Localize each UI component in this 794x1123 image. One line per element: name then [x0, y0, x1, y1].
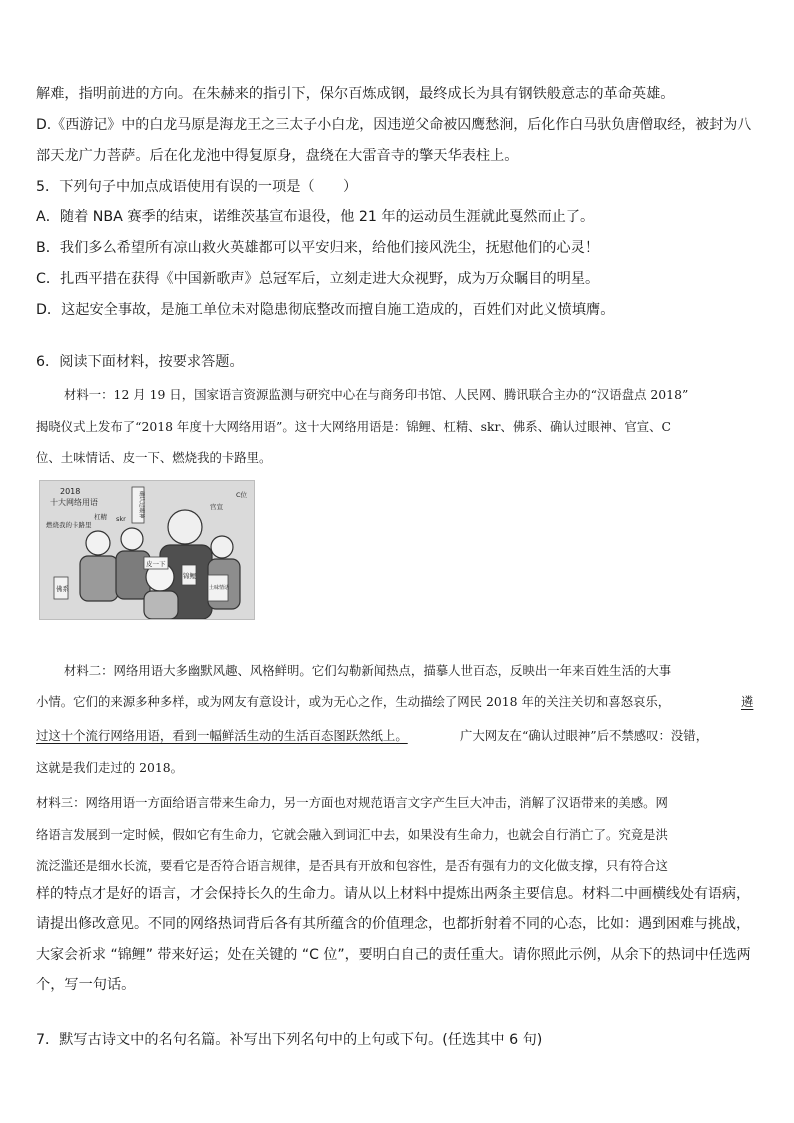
question-6-prompt-line-3: 个，写一句话。: [36, 977, 136, 993]
material-2-line-3-tail: 广大网友在“确认过眼神”后不禁感叹：没错，: [460, 728, 709, 743]
material-3-line-4: 样的特点才是好的语言，才会保持长久的生命力。请从以上材料中提炼出两条主要信息。材料二中画横线处有语病，: [36, 886, 750, 902]
material-2-underlined-sentence: 过这十个流行网络用语，看到一幅鲜活生动的生活百态图跃然纸上。: [36, 728, 408, 743]
illus-word: 杠精: [94, 513, 107, 521]
illus-word: 皮一下: [146, 560, 166, 568]
illus-word: 土味情话: [209, 585, 230, 591]
option-b: B．我们多么希望所有凉山救火英雄都可以平安归来，给他们接风洗尘，抚慰他们的心灵！: [36, 240, 600, 256]
material-2-underlined-start: 遴: [741, 694, 754, 709]
option-d-line-1: D.《西游记》中的白龙马原是海龙王之三太子小白龙，因违逆父命被囚鹰愁涧，后化作白马驮负唐僧取经，被封为八: [36, 117, 752, 133]
illus-word: C位: [236, 491, 248, 499]
question-7-stem: 7．默写古诗文中的名句名篇。补写出下列名句中的上句或下句。(任选其中 6 句): [36, 1032, 543, 1048]
material-2-line-4: 这就是我们走过的 2018。: [36, 760, 183, 775]
question-6-prompt-line-2: 大家会祈求 “锦鲤” 带来好运；处在关键的 “C 位”，要明白自己的责任重大。请你照此示例，从余下的热词中任选两: [36, 947, 751, 963]
material-1-line-1: 材料一：12 月 19 日，国家语言资源监测与研究中心在与商务印书馆、人民网、腾讯联合主办的“汉语盘点 2018”: [64, 387, 689, 402]
material-3-line-3: 流泛滥还是细水长流，要看它是否符合语言规律，是否具有开放和包容性，是否有强有力的文化做支撑，只有符合这: [36, 858, 668, 873]
material-2-line-1: 材料二：网络用语大多幽默风趣、风格鲜明。它们勾勒新闻热点，描摹人世百态，反映出一年来百姓生活的大事: [64, 663, 672, 678]
option-c: C．扎西平措在获得《中国新歌声》总冠军后，立刻走进大众视野，成为万众瞩目的明星。: [36, 271, 600, 287]
option-d: D．这起安全事故，是施工单位未对隐患彻底整改而擅自施工造成的，百姓们对此义愤填膺。: [36, 302, 615, 318]
option-a: A．随着 NBA 赛季的结束，诺维茨基宣布退役，他 21 年的运动员生涯就此戛然而止了。: [36, 209, 595, 225]
question-5-stem: 5．下列句子中加点成语使用有误的一项是（ ）: [36, 179, 358, 195]
material-1-line-2: 揭晓仪式上发布了“2018 年度十大网络用语”。这十大网络用语是：锦鲤、杠精、skr、佛系、确认过眼神、官宣、C: [36, 419, 671, 434]
material-1-line-3: 位、土味情话、皮一下、燃烧我的卡路里。: [36, 450, 272, 465]
material-2-line-2: 小情。它们的来源多种多样，或为网友有意设计，或为无心之作，生动描绘了网民 2018 年的关注关切和喜怒哀乐，: [36, 694, 671, 709]
illus-heading: 十大网络用语: [50, 498, 98, 507]
option-d-line-2: 部天龙广力菩萨。后在化龙池中得复原身，盘绕在大雷音寺的擎天华表柱上。: [36, 148, 519, 164]
question-6-prompt-line-1: 请提出修改意见。不同的网络热词背后各有其所蕴含的价值理念，也都折射着不同的心态，比如：遇到困难与挑战，: [36, 916, 750, 932]
material-3-line-2: 络语言发展到一定时候，假如它有生命力，它就会融入到词汇中去，如果没有生命力，也就会自行消亡了。究竟是洪: [36, 827, 668, 842]
question-6-stem: 6．阅读下面材料，按要求答题。: [36, 354, 244, 370]
material-3-line-1: 材料三：网络用语一方面给语言带来生命力，另一方面也对规范语言文字产生巨大冲击，消解了汉语带来的美感。网: [36, 795, 668, 810]
illus-word: 确认过眼神: [138, 491, 144, 519]
text-line: 解难，指明前进的方向。在朱赫来的指引下，保尔百炼成钢，最终成长为具有钢铁般意志的革命英雄。: [36, 86, 675, 102]
illus-word: skr: [116, 515, 126, 523]
illus-word: 佛系: [56, 585, 69, 593]
illus-word: 锦鲤: [183, 572, 196, 580]
illus-year: 2018: [60, 487, 81, 496]
illustration-net-words: [39, 480, 255, 620]
illus-word: 官宣: [210, 503, 223, 511]
illus-word: 燃烧我的卡路里: [46, 521, 92, 529]
